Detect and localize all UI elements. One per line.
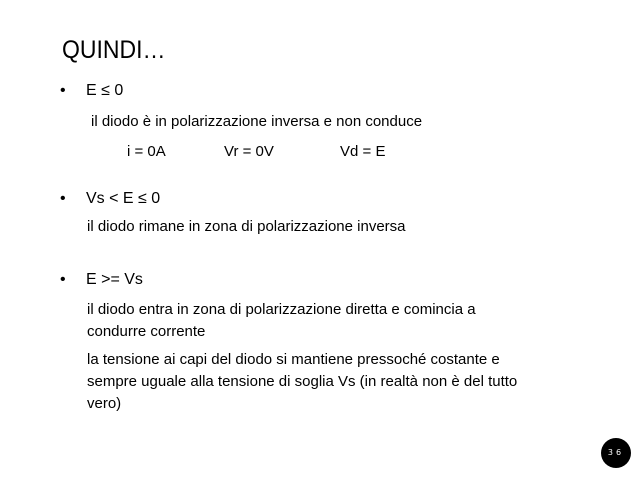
- bullet-3-line-5: vero): [87, 395, 122, 412]
- bullet-item-1: [60, 82, 123, 100]
- resistor-voltage-value: Vr = 0V: [224, 143, 274, 160]
- bullet-heading-1: E ≤ 0: [86, 82, 124, 99]
- bullet-item-2: [60, 190, 160, 208]
- bullet-2-line-1: il diodo rimane in zona di polarizzazione inversa: [87, 218, 406, 235]
- slide-title: QUINDI…: [62, 36, 166, 64]
- diode-voltage-value: Vd = E: [340, 143, 386, 160]
- bullet-1-line-1: il diodo è in polarizzazione inversa e non conduce: [91, 113, 423, 130]
- bullet-3-line-1: il diodo entra in zona di polarizzazione diretta e comincia a: [87, 301, 476, 318]
- bullet-3-line-2: condurre corrente: [87, 323, 206, 340]
- bullet-symbol: •: [60, 271, 66, 288]
- bullet-symbol: •: [60, 190, 66, 207]
- bullet-symbol: •: [60, 82, 66, 99]
- current-value: i = 0A: [127, 143, 166, 160]
- bullet-heading-2: Vs < E ≤ 0: [86, 190, 161, 207]
- bullet-3-line-4: sempre uguale alla tensione di soglia Vs (in realtà non è del tutto: [87, 373, 518, 390]
- bullet-heading-3: E >= Vs: [86, 271, 143, 288]
- page-number-badge: 36: [601, 438, 631, 468]
- bullet-item-3: [60, 271, 143, 289]
- bullet-3-line-3: la tensione ai capi del diodo si mantiene pressoché costante e: [87, 351, 500, 368]
